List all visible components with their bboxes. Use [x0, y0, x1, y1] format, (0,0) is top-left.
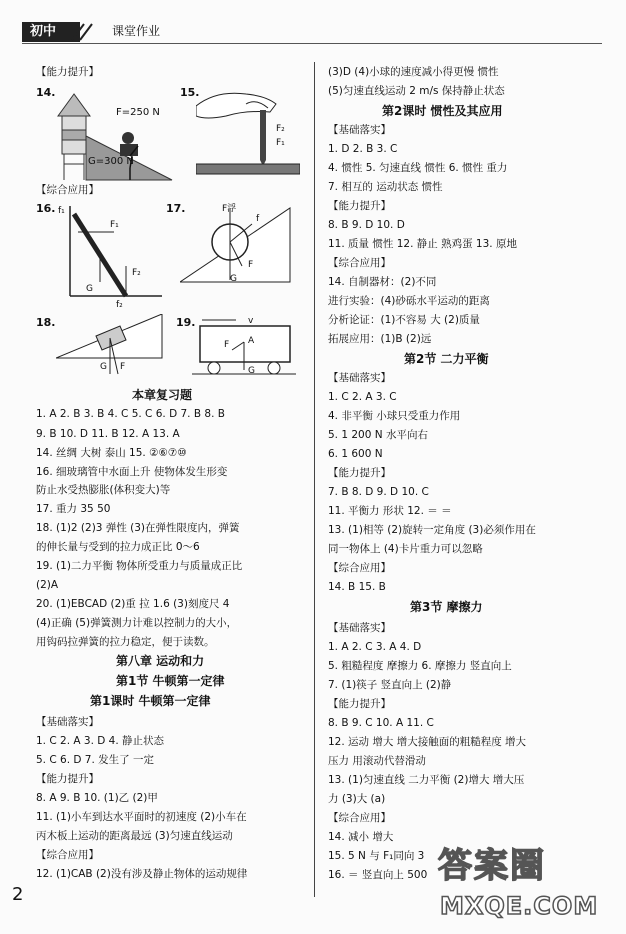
answer-line: 14. 丝绸 大树 泰山 15. ②⑥⑦⑩: [36, 447, 187, 459]
q15-f2-label: F₂: [276, 124, 285, 134]
q18-G-label: G: [100, 362, 107, 372]
answer-line: 12. 运动 增大 增大接触面的粗糙程度 增大: [328, 736, 527, 748]
q19-v-label: v: [248, 316, 254, 326]
answer-line: 1. C 2. A 3. D 4. 静止状态: [36, 735, 165, 747]
figure-label: 14.: [36, 86, 56, 99]
answer-line: (2)A: [36, 579, 59, 591]
figure-19-cart: [192, 314, 296, 384]
q16-G-label: G: [86, 284, 93, 294]
figure-label: 18.: [36, 316, 56, 329]
answer-line: 【基础落实】: [328, 622, 391, 634]
double-chevron-icon: [68, 22, 104, 42]
answer-line: 4. 惯性 5. 匀速直线 惯性 6. 惯性 重力: [328, 162, 508, 174]
answer-line: 进行实验：(4)砂砾水平运动的距离: [328, 295, 490, 307]
answer-line: 【综合应用】: [328, 257, 391, 269]
figure-label: 16.: [36, 202, 56, 215]
answer-line: 5. 1 200 N 水平向右: [328, 429, 428, 441]
q17-f-label: f: [256, 214, 260, 224]
answer-line: 20. (1)EBCAD (2)重 拉 1.6 (3)刻度尺 4: [36, 598, 230, 610]
q14-gravity-label: G=300 N: [88, 156, 134, 167]
column-divider: [314, 62, 315, 897]
answer-line: 11. (1)小车到达水平面时的初速度 (2)小车在: [36, 811, 247, 823]
answer-line: 11. 质量 惯性 12. 静止 熟鸡蛋 13. 原地: [328, 238, 517, 250]
chapter-title: 第八章 运动和力: [116, 654, 205, 668]
page-header: [22, 22, 602, 44]
q16-f2-label: f₂: [116, 300, 123, 310]
answer-line: 压力 用滚动代替滑动: [328, 755, 426, 767]
answer-line: 8. B 9. D 10. D: [328, 219, 405, 231]
q16-f1-label: f₁: [58, 206, 65, 216]
watermark-text: 答案圈: [438, 846, 546, 886]
answer-line: 【综合应用】: [328, 562, 391, 574]
q18-F-label: F: [120, 362, 126, 372]
answer-line: 拓展应用：(1)B (2)远: [328, 333, 432, 345]
figure-label: 17.: [166, 202, 186, 215]
answer-line: 5. C 6. D 7. 发生了 一定: [36, 754, 154, 766]
answer-line: 11. 平衡力 形状 12. ＝ ＝: [328, 505, 452, 517]
answer-line: 防止水受热膨胀(体积变大)等: [36, 484, 171, 496]
header-title: 课堂作业: [112, 24, 161, 38]
review-title: 本章复习题: [132, 388, 193, 402]
section-title: 第2节 二力平衡: [404, 352, 489, 366]
figure-16-ladder: [56, 202, 166, 306]
answer-line: 7. 相互的 运动状态 惯性: [328, 181, 443, 193]
answer-line: 1. A 2. B 3. B 4. C 5. C 6. D 7. B 8. B: [36, 408, 225, 420]
answer-line: 【基础落实】: [328, 372, 391, 384]
q17-G-label: G: [230, 274, 237, 284]
answer-line: 【能力提升】: [328, 200, 391, 212]
section-title: 第3节 摩擦力: [410, 600, 483, 614]
q16-F1-label: F₁: [110, 220, 119, 230]
answer-line: 12. (1)CAB (2)没有涉及静止物体的运动规律: [36, 868, 248, 880]
q14-force-label: F=250 N: [116, 107, 160, 118]
q15-f1-label: F₁: [276, 138, 285, 148]
answer-line: (3)D (4)小球的速度减小得更慢 惯性: [328, 66, 499, 78]
answer-line: 13. (1)相等 (2)旋转一定角度 (3)必须作用在: [328, 524, 536, 536]
answer-line: 1. A 2. C 3. A 4. D: [328, 641, 422, 653]
answer-line: 丙木板上运动的距离最远 (3)匀速直线运动: [36, 830, 233, 842]
answer-line: 4. 非平衡 小球只受重力作用: [328, 410, 461, 422]
answer-line: 17. 重力 35 50: [36, 503, 111, 515]
answer-line: 1. D 2. B 3. C: [328, 143, 398, 155]
answer-line: 1. C 2. A 3. C: [328, 391, 397, 403]
answer-line: 【综合应用】: [328, 812, 391, 824]
lesson-title: 第1课时 牛顿第一定律: [90, 694, 211, 708]
q19-G-label: G: [248, 366, 255, 376]
q17-Ffu-label: F浮: [222, 204, 237, 214]
figure-14-slide: [50, 84, 178, 184]
answer-line: 【基础落实】: [328, 124, 391, 136]
answer-line: 8. B 9. C 10. A 11. C: [328, 717, 434, 729]
answer-line: 9. B 10. D 11. B 12. A 13. A: [36, 428, 180, 440]
q19-A-label: A: [248, 336, 255, 346]
answer-line: 【基础落实】: [36, 716, 99, 728]
answer-line: (4)正确 (5)弹簧测力计难以控制力的大小，: [36, 617, 238, 629]
answer-line: (5)匀速直线运动 2 m/s 保持静止状态: [328, 85, 505, 97]
answer-line: 16. ＝ 竖直向上 500: [328, 869, 428, 881]
answer-line: 15. 5 N 与 F₁同向 3: [328, 850, 425, 862]
answer-line: 分析论证：(1)不容易 大 (2)质量: [328, 314, 480, 326]
answer-line: 【能力提升】: [328, 698, 391, 710]
answer-line: 14. B 15. B: [328, 581, 386, 593]
answer-line: 6. 1 600 N: [328, 448, 383, 460]
lesson-title: 第2课时 惯性及其应用: [382, 104, 503, 118]
page-number: 2: [12, 884, 24, 905]
answer-line: 力 (3)大 (a): [328, 793, 386, 805]
figure-label: 19.: [176, 316, 196, 329]
answer-line: 用钩码拉弹簧的拉力稳定，便于读数。: [36, 636, 215, 648]
q17-F-label: F: [248, 260, 254, 270]
figure-label: 15.: [180, 86, 200, 99]
section-title: 第1节 牛顿第一定律: [116, 674, 225, 688]
header-level-badge: 初中: [22, 22, 80, 42]
answer-line: 8. A 9. B 10. (1)乙 (2)甲: [36, 792, 158, 804]
answer-line: 同一物体上 (4)卡片重力可以忽略: [328, 543, 483, 555]
answer-line: 7. B 8. D 9. D 10. C: [328, 486, 429, 498]
section-heading: 【综合应用】: [36, 184, 99, 196]
answer-line: 14. 自制器材：(2)不同: [328, 276, 437, 288]
answer-line: 的伸长量与受到的拉力成正比 0～6: [36, 541, 200, 553]
answer-line: 13. (1)匀速直线 二力平衡 (2)增大 增大压: [328, 774, 525, 786]
figure-18-block-slope: [56, 314, 166, 380]
section-heading: 【能力提升】: [36, 66, 99, 78]
answer-line: 19. (1)二力平衡 物体所受重力与质量成正比: [36, 560, 243, 572]
watermark-url: MXQE.COM: [440, 892, 599, 920]
answer-line: 【能力提升】: [328, 467, 391, 479]
answer-line: 18. (1)2 (2)3 弹性 (3)在弹性限度内，弹簧: [36, 522, 240, 534]
q19-F-label: F: [224, 340, 230, 350]
answer-line: 16. 细玻璃管中水面上升 使物体发生形变: [36, 466, 228, 478]
answer-line: 14. 减小 增大: [328, 831, 394, 843]
answer-line: 5. 粗糙程度 摩擦力 6. 摩擦力 竖直向上: [328, 660, 512, 672]
q16-F2-label: F₂: [132, 268, 141, 278]
header-rule: [22, 43, 602, 44]
watermark: [420, 838, 610, 928]
answer-line: 【能力提升】: [36, 773, 99, 785]
answer-line: 【综合应用】: [36, 849, 99, 861]
figure-17-ball-slope: [180, 202, 300, 302]
answer-line: 7. (1)筷子 竖直向上 (2)静: [328, 679, 452, 691]
